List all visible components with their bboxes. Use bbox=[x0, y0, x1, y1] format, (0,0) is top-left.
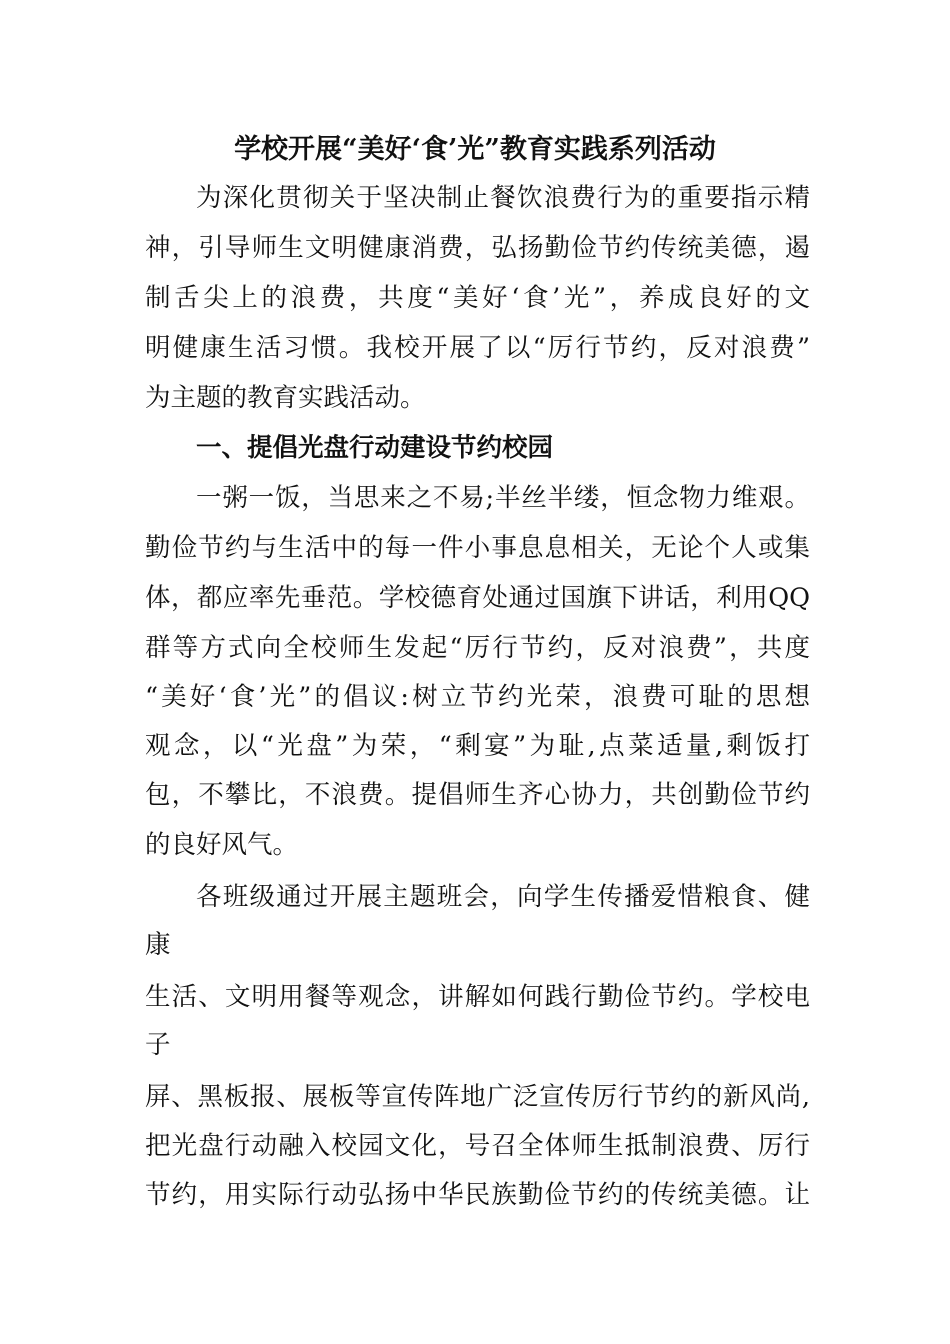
section-heading: 一、提倡光盘行动建设节约校园 bbox=[196, 433, 554, 463]
paragraph-line: 群等方式向全校师生发起“厉行节约，反对浪费”，共度 bbox=[145, 633, 810, 663]
intro-line: 制舌尖上的浪费，共度“美好‘食’光”，养成良好的文 bbox=[145, 283, 810, 313]
paragraph-line: 一粥一饭，当思来之不易;半丝半缕，恒念物力维艰。 bbox=[196, 483, 810, 513]
intro-line: 明健康生活习惯。我校开展了以“厉行节约，反对浪费” bbox=[145, 333, 810, 363]
document-title: 学校开展“美好‘食’光”教育实践系列活动 bbox=[234, 134, 716, 165]
paragraph-line: 观念，以“光盘”为荣，“剩宴”为耻,点菜适量,剩饭打 bbox=[145, 731, 810, 761]
paragraph-line: 子 bbox=[145, 1030, 171, 1060]
paragraph-line: 包，不攀比，不浪费。提倡师生齐心协力，共创勤俭节约 bbox=[145, 780, 810, 810]
paragraph-line: 勤俭节约与生活中的每一件小事息息相关，无论个人或集 bbox=[145, 533, 810, 563]
intro-line: 为深化贯彻关于坚决制止餐饮浪费行为的重要指示精 bbox=[196, 183, 810, 213]
paragraph-line: 康 bbox=[145, 930, 171, 960]
intro-line: 神，引导师生文明健康消费，弘扬勤俭节约传统美德，遏 bbox=[145, 233, 810, 263]
paragraph-line: 把光盘行动融入校园文化，号召全体师生抵制浪费、厉行 bbox=[145, 1131, 810, 1161]
intro-line: 为主题的教育实践活动。 bbox=[145, 383, 426, 413]
paragraph-line: 各班级通过开展主题班会，向学生传播爱惜粮食、健 bbox=[196, 882, 810, 912]
paragraph-line: 节约，用实际行动弘扬中华民族勤俭节约的传统美德。让 bbox=[145, 1180, 810, 1210]
paragraph-line: 的良好风气。 bbox=[145, 830, 299, 860]
paragraph-line: “美好‘食’光”的倡议:树立节约光荣，浪费可耻的思想 bbox=[145, 682, 810, 712]
paragraph-line: 生活、文明用餐等观念，讲解如何践行勤俭节约。学校电 bbox=[145, 982, 810, 1012]
paragraph-line: 屏、黑板报、展板等宣传阵地广泛宣传厉行节约的新风尚, bbox=[145, 1082, 810, 1112]
paragraph-line: 体，都应率先垂范。学校德育处通过国旗下讲话，利用QQ bbox=[145, 583, 810, 613]
